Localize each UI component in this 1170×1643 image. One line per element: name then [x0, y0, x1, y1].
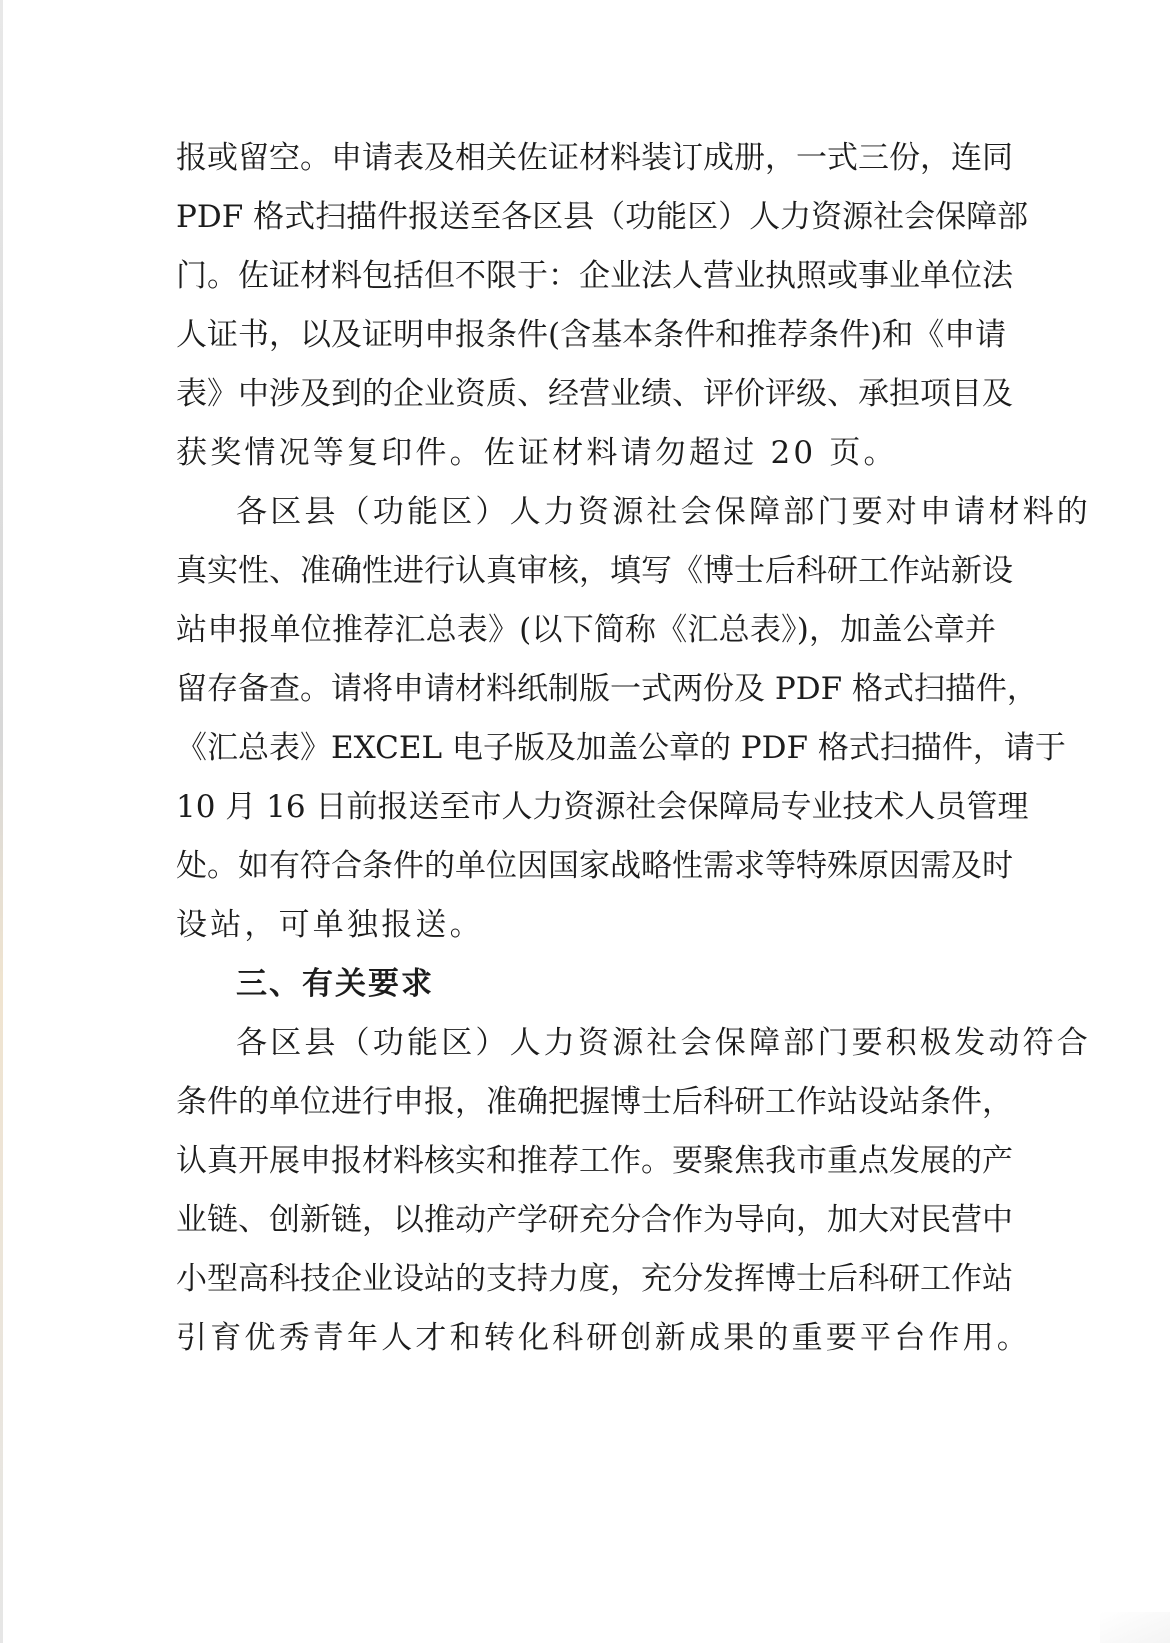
text-line: 10 月 16 日前报送至市人力资源社会保障局专业技术人员管理 [176, 789, 1029, 825]
text-line: 处。如有符合条件的单位因国家战略性需求等特殊原因需及时 [176, 848, 1013, 884]
text-line: 站申报单位推荐汇总表》(以下简称《汇总表》)，加盖公章并 [176, 612, 996, 648]
text-line: PDF 格式扫描件报送至各区县（功能区）人力资源社会保障部 [176, 199, 1029, 235]
paragraph-first-line: 各区县（功能区）人力资源社会保障部门要对申请材料的 [236, 494, 1091, 530]
text-line: 表》中涉及到的企业资质、经营业绩、评价评级、承担项目及 [176, 376, 1013, 412]
text-line: 小型高科技企业设站的支持力度，充分发挥博士后科研工作站 [176, 1261, 1013, 1297]
page-corner-shadow [1100, 1612, 1170, 1643]
text-line: 留存备查。请将申请材料纸制版一式两份及 PDF 格式扫描件， [176, 671, 1038, 707]
page-left-edge [0, 0, 3, 1643]
text-line: 门。佐证材料包括但不限于：企业法人营业执照或事业单位法 [176, 258, 1013, 294]
text-line: 报或留空。申请表及相关佐证材料装订成册，一式三份，连同 [176, 140, 1013, 176]
text-line: 人证书，以及证明申报条件(含基本条件和推荐条件)和《申请 [176, 317, 1007, 353]
text-line: 获奖情况等复印件。佐证材料请勿超过 20 页。 [176, 435, 898, 471]
text-line: 认真开展申报材料核实和推荐工作。要聚焦我市重点发展的产 [176, 1143, 1013, 1179]
text-line: 引育优秀青年人才和转化科研创新成果的重要平台作用。 [176, 1320, 1031, 1356]
text-line: 业链、创新链，以推动产学研充分合作为导向，加大对民营中 [176, 1202, 1013, 1238]
text-line: 条件的单位进行申报，准确把握博士后科研工作站设站条件， [176, 1084, 1013, 1120]
text-line: 《汇总表》EXCEL 电子版及加盖公章的 PDF 格式扫描件，请于 [176, 730, 1066, 766]
text-line: 真实性、准确性进行认真审核，填写《博士后科研工作站新设 [176, 553, 1013, 589]
section-heading: 三、有关要求 [236, 966, 434, 1002]
paragraph-first-line: 各区县（功能区）人力资源社会保障部门要积极发动符合 [236, 1025, 1091, 1061]
text-line: 设站，可单独报送。 [176, 907, 484, 943]
